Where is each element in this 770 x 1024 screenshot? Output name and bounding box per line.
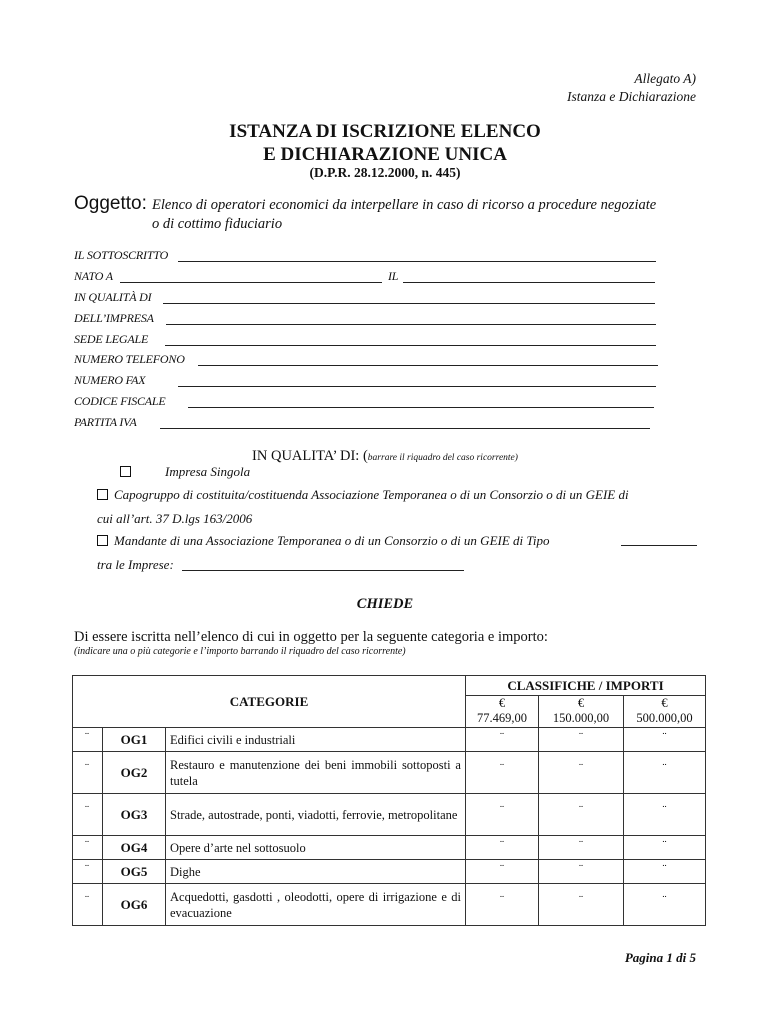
chiede-heading: CHIEDE	[356, 596, 414, 612]
checkbox-impresa-singola[interactable]	[120, 466, 131, 477]
category-desc: Dighe	[166, 860, 466, 884]
category-code: OG3	[103, 794, 166, 836]
checkbox-og6[interactable]: ¨	[73, 884, 103, 926]
checkbox-og3-150000[interactable]: ¨	[539, 794, 624, 836]
qualita-heading	[0, 448, 770, 465]
option-impresa-singola[interactable]	[120, 464, 250, 480]
table-row	[73, 860, 706, 884]
field-tipo[interactable]	[621, 545, 697, 546]
option-capogruppo[interactable]	[97, 487, 629, 503]
checkbox-og3-500000[interactable]: ¨	[624, 794, 706, 836]
allegato-subtitle: Istanza e Dichiarazione	[567, 89, 696, 104]
importo-col-1: € 77.469,00	[466, 696, 539, 728]
option-impresa-singola-label: Impresa Singola	[165, 464, 251, 479]
option-mandante[interactable]	[97, 533, 550, 549]
checkbox-og5-500000[interactable]: ¨	[624, 860, 706, 884]
checkbox-og5-77469[interactable]: ¨	[466, 860, 539, 884]
field-in-qualita-di[interactable]	[163, 303, 655, 304]
checkbox-og3[interactable]: ¨	[73, 794, 103, 836]
label-telefono: NUMERO TELEFONO	[74, 352, 185, 366]
field-sottoscritto[interactable]	[178, 261, 656, 262]
option-capogruppo-label: Capogruppo di costituita/costituenda Associazione Temporanea o di un Consorzio o di un GEIE di	[114, 487, 629, 502]
field-sede-legale[interactable]	[165, 345, 656, 346]
checkbox-og1-500000[interactable]: ¨	[624, 728, 706, 752]
category-code: OG6	[103, 884, 166, 926]
checkbox-og2-77469[interactable]: ¨	[466, 752, 539, 794]
checkbox-og1[interactable]: ¨	[73, 728, 103, 752]
category-code: OG4	[103, 836, 166, 860]
label-il: IL	[388, 269, 399, 283]
category-desc: Opere d’arte nel sottosuolo	[166, 836, 466, 860]
label-fax: NUMERO FAX	[74, 373, 146, 387]
checkbox-og2-500000[interactable]: ¨	[624, 752, 706, 794]
checkbox-og4[interactable]: ¨	[73, 836, 103, 860]
importo-col-2: € 150.000,00	[539, 696, 624, 728]
checkbox-og5[interactable]: ¨	[73, 860, 103, 884]
category-code: OG1	[103, 728, 166, 752]
category-desc: Strade, autostrade, ponti, viadotti, ferrovie, metropolitane	[166, 794, 466, 836]
classifiche-header: CLASSIFICHE / IMPORTI	[466, 676, 706, 696]
checkbox-og4-77469[interactable]: ¨	[466, 836, 539, 860]
table-row	[73, 728, 706, 752]
label-partita-iva: PARTITA IVA	[74, 415, 137, 429]
allegato-label: Allegato A)	[634, 71, 696, 86]
categorie-table	[72, 675, 706, 926]
chiede-note: (indicare una o più categorie e l’importo barrando il riquadro del caso ricorrente)	[74, 646, 406, 657]
checkbox-og2[interactable]: ¨	[73, 752, 103, 794]
checkbox-og3-77469[interactable]: ¨	[466, 794, 539, 836]
checkbox-og4-150000[interactable]: ¨	[539, 836, 624, 860]
categorie-header: CATEGORIE	[73, 676, 466, 728]
importo-col-3: € 500.000,00	[624, 696, 706, 728]
category-code: OG2	[103, 752, 166, 794]
qualita-note: barrare il riquadro del caso ricorrente)	[367, 453, 518, 463]
option-mandante-label: Mandante di una Associazione Temporanea o di un Consorzio o di un GEIE di Tipo	[114, 533, 550, 548]
oggetto-text-line2: o di cottimo fiduciario	[152, 216, 283, 232]
category-code: OG5	[103, 860, 166, 884]
checkbox-og1-150000[interactable]: ¨	[539, 728, 624, 752]
label-nato-a: NATO A	[74, 269, 113, 283]
category-desc: Acquedotti, gasdotti , oleodotti, opere di irrigazione e di evacuazione	[166, 884, 466, 926]
oggetto-label: Oggetto:	[74, 193, 147, 214]
document-title-line1: ISTANZA DI ISCRIZIONE ELENCO	[229, 121, 541, 142]
category-desc: Edifici civili e industriali	[166, 728, 466, 752]
table-row	[73, 884, 706, 926]
oggetto-text	[152, 196, 700, 234]
dpr-reference: (D.P.R. 28.12.2000, n. 445)	[309, 165, 461, 180]
importo-value: 500.000,00	[636, 711, 693, 725]
category-desc: Restauro e manutenzione dei beni immobili sottoposti a tutela	[166, 752, 466, 794]
label-codice-fiscale: CODICE FISCALE	[74, 394, 166, 408]
checkbox-og6-77469[interactable]: ¨	[466, 884, 539, 926]
importo-value: 77.469,00	[477, 711, 527, 725]
importo-value: 150.000,00	[552, 711, 610, 725]
field-impresa[interactable]	[166, 324, 656, 325]
chiede-text: Di essere iscritta nell’elenco di cui in oggetto per la seguente categoria e importo:	[74, 629, 548, 645]
label-impresa: DELL’IMPRESA	[74, 311, 154, 325]
table-row	[73, 794, 706, 836]
field-telefono[interactable]	[198, 365, 658, 366]
checkbox-og2-150000[interactable]: ¨	[539, 752, 624, 794]
table-row	[73, 836, 706, 860]
field-codice-fiscale[interactable]	[188, 407, 654, 408]
option-capogruppo-line2: cui all’art. 37 D.lgs 163/2006	[97, 511, 253, 526]
label-sede-legale: SEDE LEGALE	[74, 332, 149, 346]
checkbox-og4-500000[interactable]: ¨	[624, 836, 706, 860]
oggetto-text-line1: Elenco di operatori economici da interpellare in caso di ricorso a procedure negoziate	[152, 197, 657, 213]
qualita-heading-text: IN QUALITA’ DI: (	[252, 448, 368, 464]
field-fax[interactable]	[178, 386, 656, 387]
checkbox-og6-500000[interactable]: ¨	[624, 884, 706, 926]
checkbox-og6-150000[interactable]: ¨	[539, 884, 624, 926]
checkbox-og1-77469[interactable]: ¨	[466, 728, 539, 752]
field-nato-a[interactable]	[120, 282, 382, 283]
field-data-nascita[interactable]	[403, 282, 655, 283]
checkbox-capogruppo[interactable]	[97, 489, 108, 500]
label-in-qualita-di: IN QUALITÀ DI	[74, 290, 152, 304]
page-number: Pagina 1 di 5	[624, 950, 696, 965]
field-tra-le-imprese[interactable]	[182, 570, 464, 571]
option-mandante-line2: tra le Imprese:	[97, 557, 174, 572]
field-partita-iva[interactable]	[160, 428, 650, 429]
table-row	[73, 752, 706, 794]
label-sottoscritto: IL SOTTOSCRITTO	[74, 248, 169, 262]
checkbox-mandante[interactable]	[97, 535, 108, 546]
document-title-line2: E DICHIARAZIONE UNICA	[263, 144, 507, 165]
checkbox-og5-150000[interactable]: ¨	[539, 860, 624, 884]
